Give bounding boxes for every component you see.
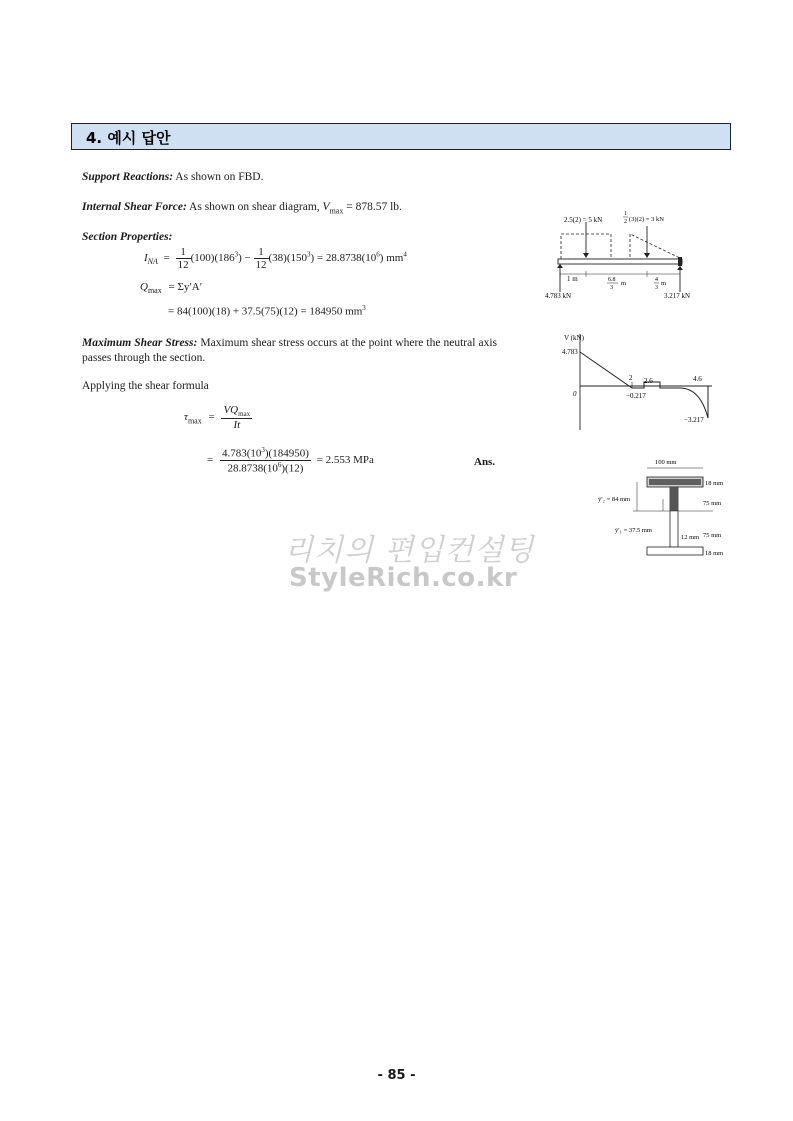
- dim2-num: 6.8: [608, 277, 616, 283]
- formula2-num-a: 4.783(10: [221, 447, 262, 460]
- vmax-subscript: max: [329, 206, 344, 216]
- q-equation: [140, 281, 202, 295]
- vmax-symbol: V: [322, 201, 330, 213]
- load2-frac-den: 2: [624, 219, 627, 225]
- page-number: - 85 -: [377, 1068, 416, 1083]
- applying-text: Applying the shear formula: [82, 380, 209, 392]
- ina-part5: ) mm: [379, 252, 404, 265]
- support-reactions-line: [82, 170, 264, 185]
- q-rhs: = Σy′A′: [168, 281, 203, 293]
- q-subscript: max: [147, 286, 162, 296]
- ina-frac1-den: 12: [177, 259, 189, 271]
- formula2-den-a: 28.8738(10: [227, 462, 278, 475]
- section-properties-label: Section Properties:: [82, 231, 173, 243]
- shear-force-label: Internal Shear Force:: [82, 201, 187, 213]
- v-start-label: 4.783: [562, 348, 578, 356]
- web-height-top-label: 75 mm: [703, 500, 722, 507]
- formula-num: VQ: [223, 404, 239, 416]
- shear-force-line: [82, 200, 402, 218]
- q-symbol: Q: [140, 281, 148, 293]
- dim3-num: 4: [655, 277, 658, 283]
- ybar1-label: ȳ′₁ = 37.5 mm: [615, 527, 652, 534]
- tau-symbol: τ: [184, 411, 188, 424]
- q-value-line: [168, 304, 366, 318]
- web-thickness-label: 12 mm: [681, 534, 700, 541]
- ina-frac2-den: 12: [255, 259, 267, 271]
- distributed-load-triangular: [630, 234, 682, 259]
- cross-section-diagram: [595, 455, 735, 567]
- answer-label: Ans.: [474, 456, 496, 468]
- formula2-den-exp: 6: [277, 460, 282, 469]
- section-header: [71, 123, 731, 150]
- origin-label: 0: [573, 390, 577, 398]
- ina-equation: $I_{NA}$ = $\frac{1}{12}$ $(100)(186^3)$ − $\frac{1}{12}$ $(38)(150^3) = 28.8738(10^6)$ $mm^4$: [144, 246, 407, 271]
- load2-label: (3)(2) = 3 kN: [629, 216, 664, 223]
- top-thickness-label: 18 mm: [705, 480, 724, 487]
- dim1-label: 1 m: [567, 275, 578, 283]
- ina-symbol: I: [144, 252, 148, 265]
- load2-frac-num: 1: [624, 211, 627, 217]
- shear-formula: [184, 404, 252, 431]
- load1-label: 2.5(2) = 5 kN: [564, 216, 603, 224]
- shear-formula-substituted: = $\frac{4.783(10^3)(184950)}{28.8738(10^6)(12)}$ = 2.553 MPa: [207, 446, 374, 475]
- ina-exp4: 4: [403, 250, 407, 259]
- dim3-unit: m: [661, 280, 667, 287]
- shear-diagram: [560, 330, 720, 436]
- ina-frac2-num: 1: [254, 246, 269, 259]
- max-shear-label: Maximum Shear Stress:: [82, 337, 198, 349]
- ina-frac1-num: 1: [176, 246, 191, 259]
- max-shear-paragraph: [82, 336, 497, 366]
- x1-label: 2: [629, 374, 633, 382]
- formula-equals: =: [208, 411, 215, 424]
- q-value: = 84(100)(18) + 37.5(75)(12) = 184950 mm: [168, 305, 363, 318]
- bottom-flange: [647, 547, 703, 555]
- width-label: 100 mm: [655, 459, 677, 466]
- ina-exp2: 3: [307, 250, 311, 259]
- left-reaction-label: 4.783 kN: [545, 292, 572, 300]
- ina-exp3: 6: [376, 250, 380, 259]
- dim2-unit: m: [621, 280, 627, 287]
- section-title: 4. 예시 답안: [86, 129, 171, 147]
- free-body-diagram: [540, 208, 700, 308]
- formula2-num-b: )(184950): [264, 447, 309, 460]
- section-properties-label-line: [82, 230, 172, 245]
- ina-part1: (100)(186: [190, 252, 235, 265]
- beam: [558, 259, 682, 264]
- watermark-korean: 리치의 편입컨설팅: [284, 533, 535, 568]
- formula2-den-b: )(12): [281, 462, 304, 475]
- support-reactions-label: Support Reactions:: [82, 171, 174, 183]
- ina-part2: ) −: [238, 252, 251, 265]
- ina-exp1: 3: [234, 250, 239, 259]
- formula-num-sub: max: [238, 410, 251, 419]
- ybar2-label: ȳ′₂ = 84 mm: [598, 496, 631, 503]
- tau-subscript: max: [187, 416, 202, 426]
- v-axis-label: V (kN): [564, 334, 584, 342]
- bottom-thickness-label: 18 mm: [705, 550, 724, 557]
- right-reaction-label: 3.217 kN: [664, 292, 691, 300]
- watermark-site: StyleRich.co.kr: [289, 563, 518, 593]
- shear-force-text: As shown on shear diagram,: [186, 201, 323, 213]
- shear-curve: [580, 352, 708, 418]
- max-shear-text: Maximum shear stress occurs at the point where the neutral axis passes through the section.: [82, 337, 497, 364]
- v-mid-label: −0.217: [626, 392, 646, 400]
- v-end-label: −3.217: [684, 416, 704, 424]
- formula2-num-exp: 3: [261, 446, 265, 454]
- q-exp: 3: [362, 304, 366, 312]
- formula-den: It: [233, 419, 241, 432]
- x2-label: 2.6: [644, 377, 653, 385]
- support-reactions-text: As shown on FBD.: [173, 171, 264, 183]
- formula-result: = 2.553 MPa: [316, 453, 374, 466]
- dim2-den: 3: [610, 285, 613, 291]
- vmax-value: = 878.57 lb.: [343, 201, 402, 213]
- ina-part4: ) = 28.8738(10: [310, 252, 377, 265]
- dim3-den: 3: [655, 285, 658, 291]
- web-height-bottom-label: 75 mm: [703, 532, 722, 539]
- x3-label: 4.6: [693, 375, 702, 383]
- ina-subscript: NA: [147, 257, 158, 267]
- ina-part3: (38)(150: [268, 252, 307, 265]
- applying-line: [82, 379, 209, 394]
